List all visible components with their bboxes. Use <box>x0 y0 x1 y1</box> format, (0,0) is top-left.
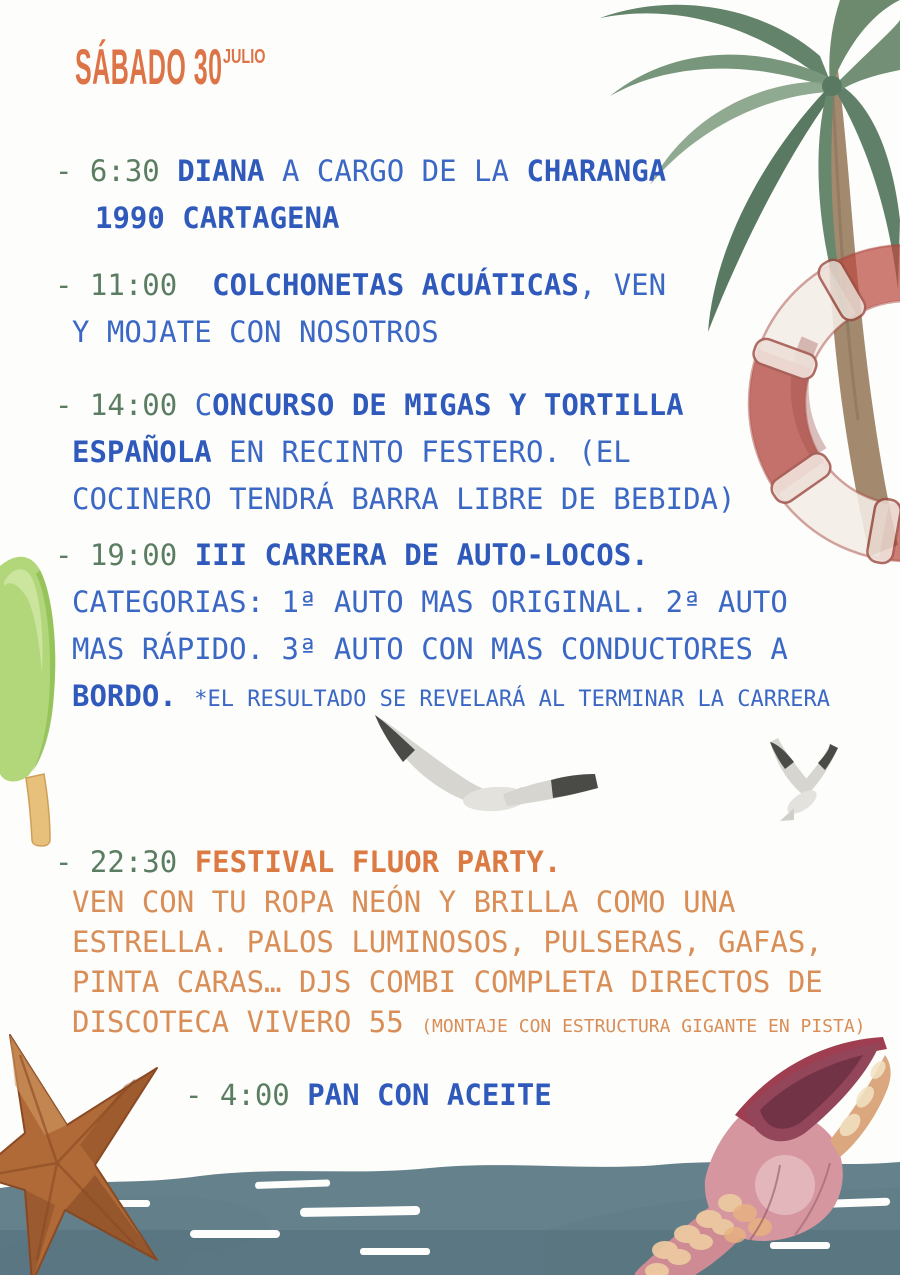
poster-header <box>75 39 370 102</box>
event-text: C <box>194 388 213 422</box>
event-time: - 14:00 <box>55 388 195 422</box>
event-text: FESTIVAL FLUOR PARTY. <box>194 845 562 879</box>
event-line <box>55 148 666 195</box>
event-text: MAS RÁPIDO. 3ª AUTO CON MAS CONDUCTORES A <box>72 632 788 666</box>
event-line <box>55 309 666 356</box>
event-line <box>55 262 666 309</box>
event-text: ESTRELLA. PALOS LUMINOSOS, PULSERAS, GAFAS, <box>72 925 823 959</box>
event-text: Y MOJATE CON NOSOTROS <box>72 315 439 349</box>
event-line <box>185 1072 552 1119</box>
event-text: A CARGO DE LA <box>264 154 527 188</box>
event-text: , VEN <box>578 268 667 302</box>
event-line <box>55 882 866 922</box>
event-text: PAN CON ACEITE <box>307 1078 552 1112</box>
event-item <box>55 842 866 1047</box>
event-line <box>55 962 866 1002</box>
page-title-month: JULIO <box>223 46 266 68</box>
event-text: COLCHONETAS ACUÁTICAS <box>212 268 579 302</box>
event-time: - 6:30 <box>55 154 178 188</box>
event-text: ESPAÑOLA <box>72 435 212 469</box>
event-line <box>55 1002 866 1047</box>
event-line <box>55 195 666 242</box>
event-text: COCINERO TENDRÁ BARRA LIBRE DE BEBIDA) <box>72 482 736 516</box>
event-item <box>55 532 830 723</box>
event-line <box>55 626 830 673</box>
event-text: VEN CON TU ROPA NEÓN Y BRILLA COMO UNA <box>72 885 736 919</box>
event-item <box>55 148 666 242</box>
event-line <box>55 673 830 723</box>
event-text: BORDO. <box>72 679 195 713</box>
event-line <box>55 922 866 962</box>
event-item <box>55 382 735 523</box>
event-text: (MONTAJE CON ESTRUCTURA GIGANTE EN PISTA) <box>421 1016 866 1037</box>
event-text: ONCURSO DE MIGAS Y TORTILLA <box>212 388 684 422</box>
event-text: 1990 CARTAGENA <box>95 201 340 235</box>
event-text: DIANA <box>177 154 265 188</box>
event-time: - 4:00 <box>185 1078 308 1112</box>
event-line <box>55 579 830 626</box>
page-title: SÁBADO 30 <box>75 39 223 95</box>
event-text: PINTA CARAS… DJS COMBI COMPLETA DIRECTOS DE <box>72 965 823 999</box>
event-text: *EL RESULTADO SE REVELARÁ AL TERMINAR LA CARRERA <box>194 687 830 712</box>
event-text: DISCOTECA VIVERO 55 <box>72 1005 422 1039</box>
event-line <box>55 429 735 476</box>
event-line <box>55 842 866 882</box>
event-line <box>55 382 735 429</box>
event-text: CHARANGA <box>526 154 667 188</box>
event-time: - 19:00 <box>55 538 195 572</box>
event-text: III CARRERA DE AUTO-LOCOS. <box>194 538 649 572</box>
event-text: CATEGORIAS: 1ª AUTO MAS ORIGINAL. 2ª AUTO <box>72 585 788 619</box>
event-text: EN RECINTO FESTERO. (EL <box>211 435 631 469</box>
event-line <box>55 532 830 579</box>
event-line <box>55 476 735 523</box>
event-item <box>55 262 666 356</box>
event-time: - 11:00 <box>55 268 213 302</box>
event-time: - 22:30 <box>55 845 195 879</box>
event-item <box>185 1072 552 1119</box>
